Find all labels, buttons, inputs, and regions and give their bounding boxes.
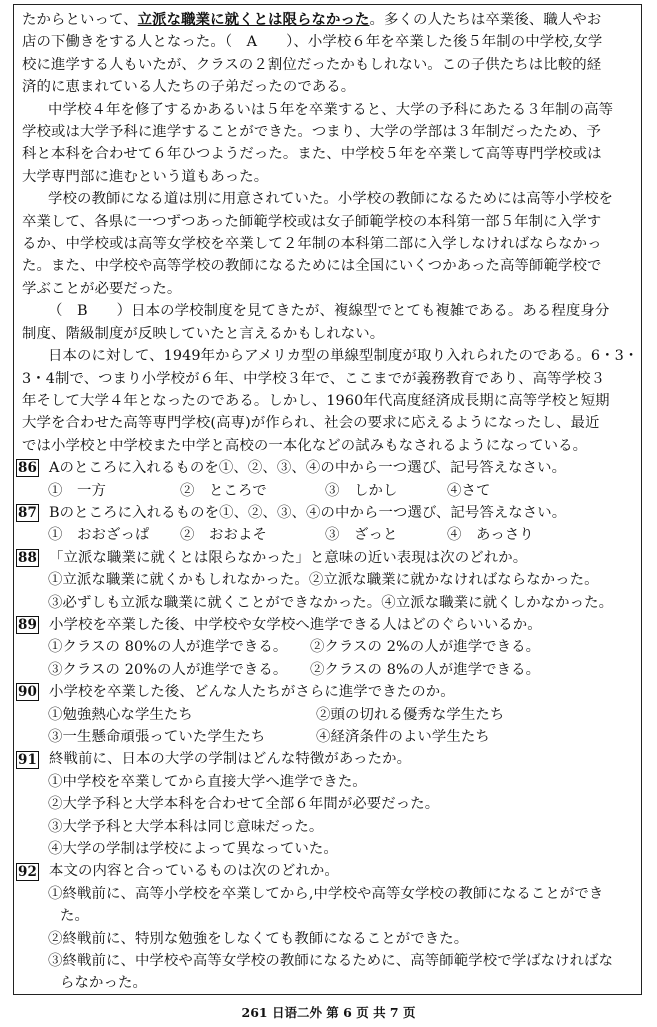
underlined-phrase: 立派な職業に就くとは限らなかった	[137, 11, 370, 28]
options-row	[22, 480, 634, 502]
passage-line: では小学校と中学校また中学と高校の一本化などの試みもなされるようになっている。	[22, 437, 588, 454]
passage-line: 中学校４年を修了するかあるいは５年を卒業すると、大学の予科にあたる３年制の高等	[48, 101, 614, 118]
passage-line: 年そして大学４年となったのである。しかし、1960年代高度経済成長期に高等学校と短期	[22, 392, 610, 409]
option-line[interactable]: ③大学予科と大学本科は同じ意味だった。	[48, 818, 324, 835]
option[interactable]: ① 一方	[48, 482, 106, 499]
options-row	[22, 726, 634, 748]
option[interactable]: ②頭の切れる優秀な学生たち	[316, 706, 505, 723]
question-text: 小学校を卒業した後、どんな人たちがさらに進学できたのか。	[49, 684, 455, 701]
passage-line: （ B ）日本の学校制度を見てきたが、複線型でとても複雑である。ある程度身分	[48, 303, 610, 320]
question-text: 小学校を卒業した後、中学校や女学校へ進学できる人はどのぐらいいるか。	[49, 616, 542, 633]
passage-line: 3・4制で、つまり小学校が６年、中学校３年で、ここまでが義務教育であり、高等学校３	[22, 370, 606, 387]
question-text: 本文の内容と合っているものは次のどれか。	[49, 863, 339, 880]
option[interactable]: ③クラスの 20%の人が進学できる。	[48, 661, 288, 678]
option[interactable]: ③一生懸命頑張っていた学生たち	[48, 729, 266, 745]
question-number: 87	[18, 505, 37, 522]
passage-line: 大学を合わせた高等専門学校(高専)が作られ、社会の要求に応えるようになったし、最近	[22, 415, 600, 432]
option[interactable]: ②クラスの 2%の人が進学できる。	[310, 639, 541, 656]
question-number: 89	[18, 617, 37, 634]
passage-line: たからといって、立派な職業に就くとは限らなかった。多くの人たちは卒業後、職人やお	[22, 11, 602, 28]
question-text: 「立派な職業に就くとは限らなかった」と意味の近い表現は次のどれか。	[49, 549, 528, 566]
passage-line: 制度、階級制度が反映していたと言えるかもしれない。	[22, 325, 385, 342]
option[interactable]: ②クラスの 8%の人が進学できる。	[310, 661, 541, 678]
option-line[interactable]: ④大学の学制は学校によって異なっていた。	[48, 841, 338, 858]
option[interactable]: ② おおよそ	[180, 527, 267, 544]
question-91	[18, 748, 634, 770]
question-number: 91	[18, 751, 37, 768]
question-92	[18, 860, 634, 882]
option-line[interactable]: ①立派な職業に就くかもしれなかった。②立派な職業に就かなければならなかった。	[48, 572, 599, 589]
passage-line: るか、中学校或は高等女学校を卒業して２年制の本科第二部に入学しなければならなかっ	[22, 236, 602, 253]
question-86	[18, 457, 634, 479]
option-line-continued: らなかった。	[60, 975, 147, 992]
passage-line: 日本のに対して、1949年からアメリカ型の単線型制度が取り入れられたのである。6・3・	[48, 348, 639, 365]
passage-line: 卒業して、各県に一つずつあった師範学校或は女子師範学校の本科第一部５年制に入学す	[22, 213, 602, 230]
option[interactable]: ①クラスの 80%の人が進学できる。	[48, 639, 288, 656]
question-89	[18, 614, 634, 636]
option[interactable]: ①勉強熱心な学生たち	[48, 706, 193, 723]
passage-line: 店の下働きをする人となった。（ A ）、小学校６年を卒業した後５年制の中学校,女学	[22, 34, 603, 51]
option-line[interactable]: ①終戦前に、高等小学校を卒業してから,中学校や高等女学校の教師になることができ	[48, 885, 604, 902]
passage-line: 学校或は大学予科に進学することができた。つまり、大学の学部は３年制だったため、予	[22, 124, 602, 141]
exam-content	[18, 9, 639, 995]
passage-line: 科と本科を合わせて６年ひつようだった。また、中学校５年を卒業して高等専門学校或は	[22, 146, 602, 163]
passage-line: 学ぶことが必要だった。	[22, 280, 182, 297]
options-row	[22, 704, 634, 726]
option-line[interactable]: ③終戦前に、中学校や高等女学校の教師になるために、高等師範学校で学ばなければな	[48, 953, 614, 970]
question-number: 92	[18, 863, 37, 880]
passage-line: 学校の教師になる道は別に用意されていた。小学校の教師になるためには高等小学校を	[48, 191, 614, 208]
question-number: 90	[18, 684, 37, 701]
option[interactable]: ④さて	[447, 482, 491, 499]
options-row	[22, 659, 634, 681]
option[interactable]: ④ あっさり	[447, 527, 534, 544]
option[interactable]: ② ところで	[180, 482, 267, 499]
option[interactable]: ④経済条件のよい学生たち	[316, 729, 490, 745]
question-87	[18, 502, 634, 524]
option-line[interactable]: ③必ずしも立派な職業に就くことができなかった。④立派な職業に就くしかなかった。	[48, 594, 614, 611]
option[interactable]: ③ しかし	[325, 482, 398, 499]
question-number: 86	[18, 460, 37, 477]
question-text: 終戦前に、日本の大学の学制はどんな特徴があったか。	[49, 751, 412, 768]
question-text: Aのところに入れるものを①、②、③、④の中から一つ選び、記号答えなさい。	[49, 460, 567, 477]
option-line[interactable]: ②終戦前に、特別な勉強をしなくても教師になることができた。	[48, 930, 469, 947]
option-line[interactable]: ②大学予科と大学本科を合わせて全部６年間が必要だった。	[48, 796, 440, 813]
passage-line: 大学専門部に進むという道もあった。	[22, 168, 269, 185]
option-line[interactable]: ①中学校を卒業してから直接大学へ進学できた。	[48, 773, 367, 790]
option[interactable]: ① おおざっぱ	[48, 527, 150, 544]
passage-line: 校に進学する人もいたが、クラスの２割位だったかもしれない。この子供たちは比較的経	[22, 56, 602, 73]
options-row	[22, 636, 634, 658]
question-text: Bのところに入れるものを①、②、③、④の中から一つ選び、記号答えなさい。	[49, 504, 567, 521]
question-90	[18, 681, 634, 703]
question-number: 88	[18, 549, 37, 566]
page-footer: 261 日语二外 第 6 页 共 7 页	[241, 1005, 416, 1020]
passage-line: 済的に恵まれている人たちの子弟だったのである。	[22, 79, 356, 96]
options-row	[22, 524, 634, 546]
passage-line: た。また、中学校や高等学校の教師になるためには全国にいくつかあった高等師範学校で	[22, 258, 602, 275]
option-line-continued: た。	[60, 908, 89, 925]
option[interactable]: ③ ざっと	[325, 527, 398, 544]
question-88	[18, 547, 634, 569]
